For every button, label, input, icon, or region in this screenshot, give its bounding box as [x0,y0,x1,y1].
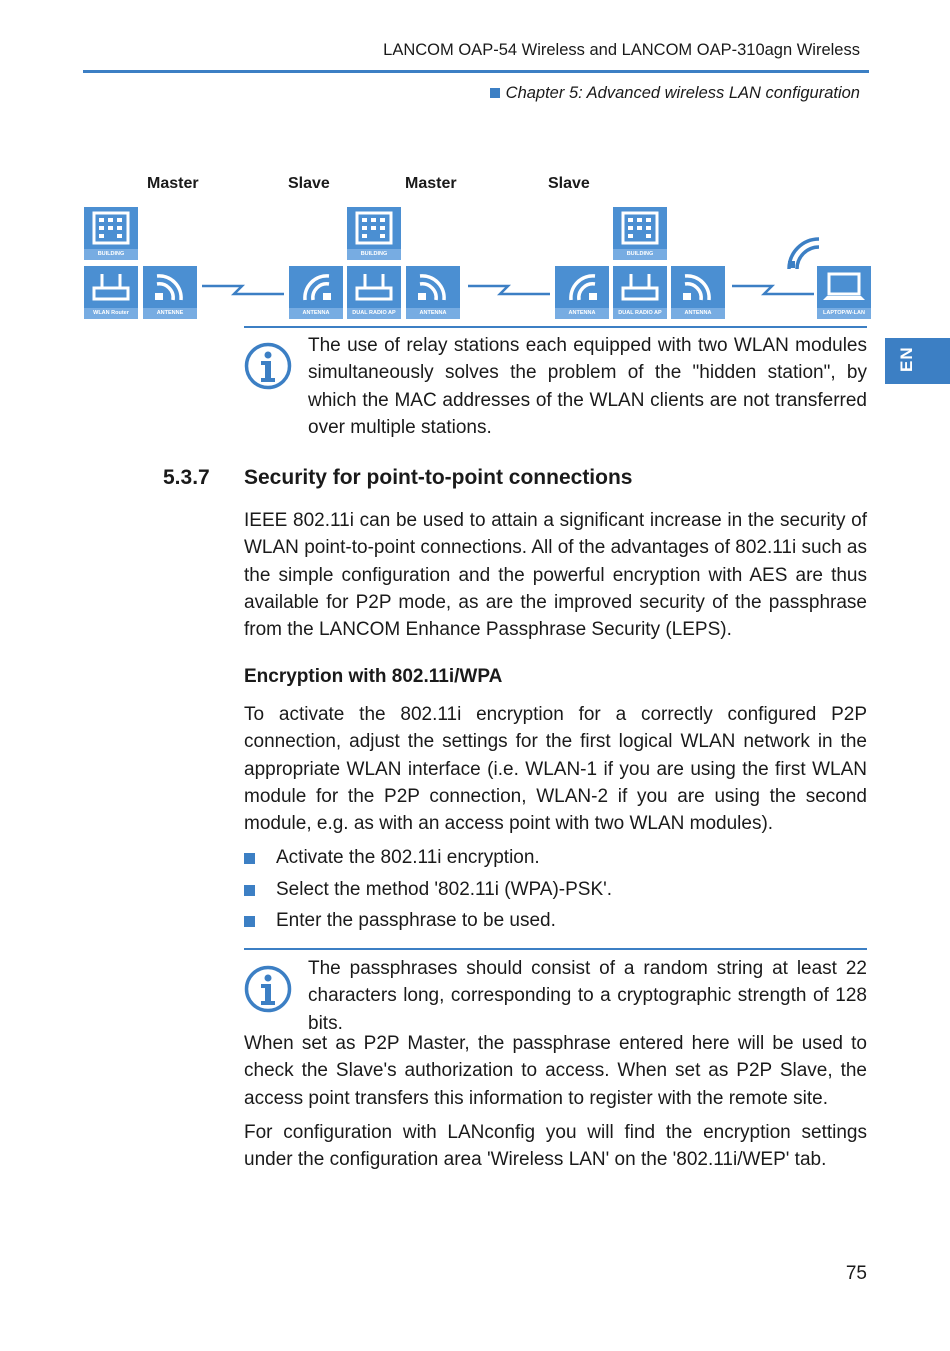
antenna-icon [671,266,725,319]
antenna-icon [289,266,343,319]
bullet-icon [244,885,255,896]
building-icon [347,207,401,260]
running-header-title: LANCOM OAP-54 Wireless and LANCOM OAP-310agn Wireless [383,41,860,59]
paragraph: When set as P2P Master, the passphrase entered here will be used to check the Slave's authorization to access. When set as P2P Slave, the access point transfers this information to register with the remote site. [244,1033,867,1109]
language-tab [885,338,950,384]
role-label-slave-2: Slave [548,175,590,192]
list-item-text: Enter the passphrase to be used. [276,910,556,931]
chapter-label: Chapter 5: Advanced wireless LAN configuration [505,84,860,102]
antenna-icon [143,266,197,319]
role-label-master-2: Master [405,175,457,192]
role-label-slave-1: Slave [288,175,330,192]
bullet-icon [244,916,255,927]
page-number: 75 [845,1263,867,1284]
antenna-icon [406,266,460,319]
list-item [244,907,844,934]
device-label: WLAN Router [84,308,138,319]
list-item [244,844,844,871]
device-label: ANTENNA [671,308,725,319]
section-title: Security for point-to-point connections [244,466,633,489]
list-item [244,876,844,903]
building-icon [84,207,138,260]
note-rule [244,948,867,950]
device-label: DUAL RADIO AP [347,308,401,319]
laptop-icon [817,266,871,319]
paragraph: IEEE 802.11i can be used to attain a significant increase in the security of WLAN point-to-point connections. All of the advantages of 802.11i such as the simple configuration and the powerful encryption with AES are thus available for P2P mode, as are the improved security of the passphrase from the LANCOM Enhance Passphrase Security (LEPS). [244,510,867,641]
dual-radio-ap-icon [613,266,667,319]
list-item-text: Select the method '802.11i (WPA)-PSK'. [276,879,613,900]
device-label: ANTENNA [555,308,609,319]
antenna-icon [555,266,609,319]
building-icon [613,207,667,260]
note-rule [244,326,867,328]
note-text: The passphrases should consist of a random string at least 22 characters long, corresponding to a cryptographic strength of 128 bits. [308,958,867,1034]
network-diagram [0,0,950,330]
wlan-router-icon [84,266,138,319]
list-item-text: Activate the 802.11i encryption. [276,847,540,868]
device-label: ANTENNA [289,308,343,319]
device-label: ANTENNE [143,308,197,319]
wireless-link-icon [728,280,818,300]
paragraph: For configuration with LANconfig you will find the encryption settings under the configuration area 'Wireless LAN' on the '802.11i/WEP' tab. [244,1122,867,1171]
subheading: Encryption with 802.11i/WPA [244,666,503,687]
role-label-master-1: Master [147,175,199,192]
bullet-icon [244,853,255,864]
device-label: BUILDING [347,249,401,260]
wireless-link-icon [464,280,554,300]
info-icon [244,342,292,390]
info-icon [244,965,292,1013]
language-tab-label: EN [897,346,916,372]
device-label: LAPTOP/W-LAN [817,308,871,319]
device-label: BUILDING [613,249,667,260]
paragraph: To activate the 802.11i encryption for a correctly configured P2P connection, adjust the settings for the first logical WLAN network in the appropriate WLAN interface (i.e. WLAN-1 if you are using the first WLAN module for the P2P connection, WLAN-2 if you are using the second module, e.g. as with an access point with two WLAN modules). [244,704,867,835]
note-text: The use of relay stations each equipped with two WLAN modules simultaneously solves the problem of the "hidden station", by which the MAC addresses of the WLAN clients are not transferred over multiple stations. [308,335,867,438]
device-label: BUILDING [84,249,138,260]
dual-radio-ap-icon [347,266,401,319]
device-label: DUAL RADIO AP [613,308,667,319]
device-label: ANTENNA [406,308,460,319]
section-number: 5.3.7 [163,466,210,489]
wireless-link-icon [198,280,288,300]
